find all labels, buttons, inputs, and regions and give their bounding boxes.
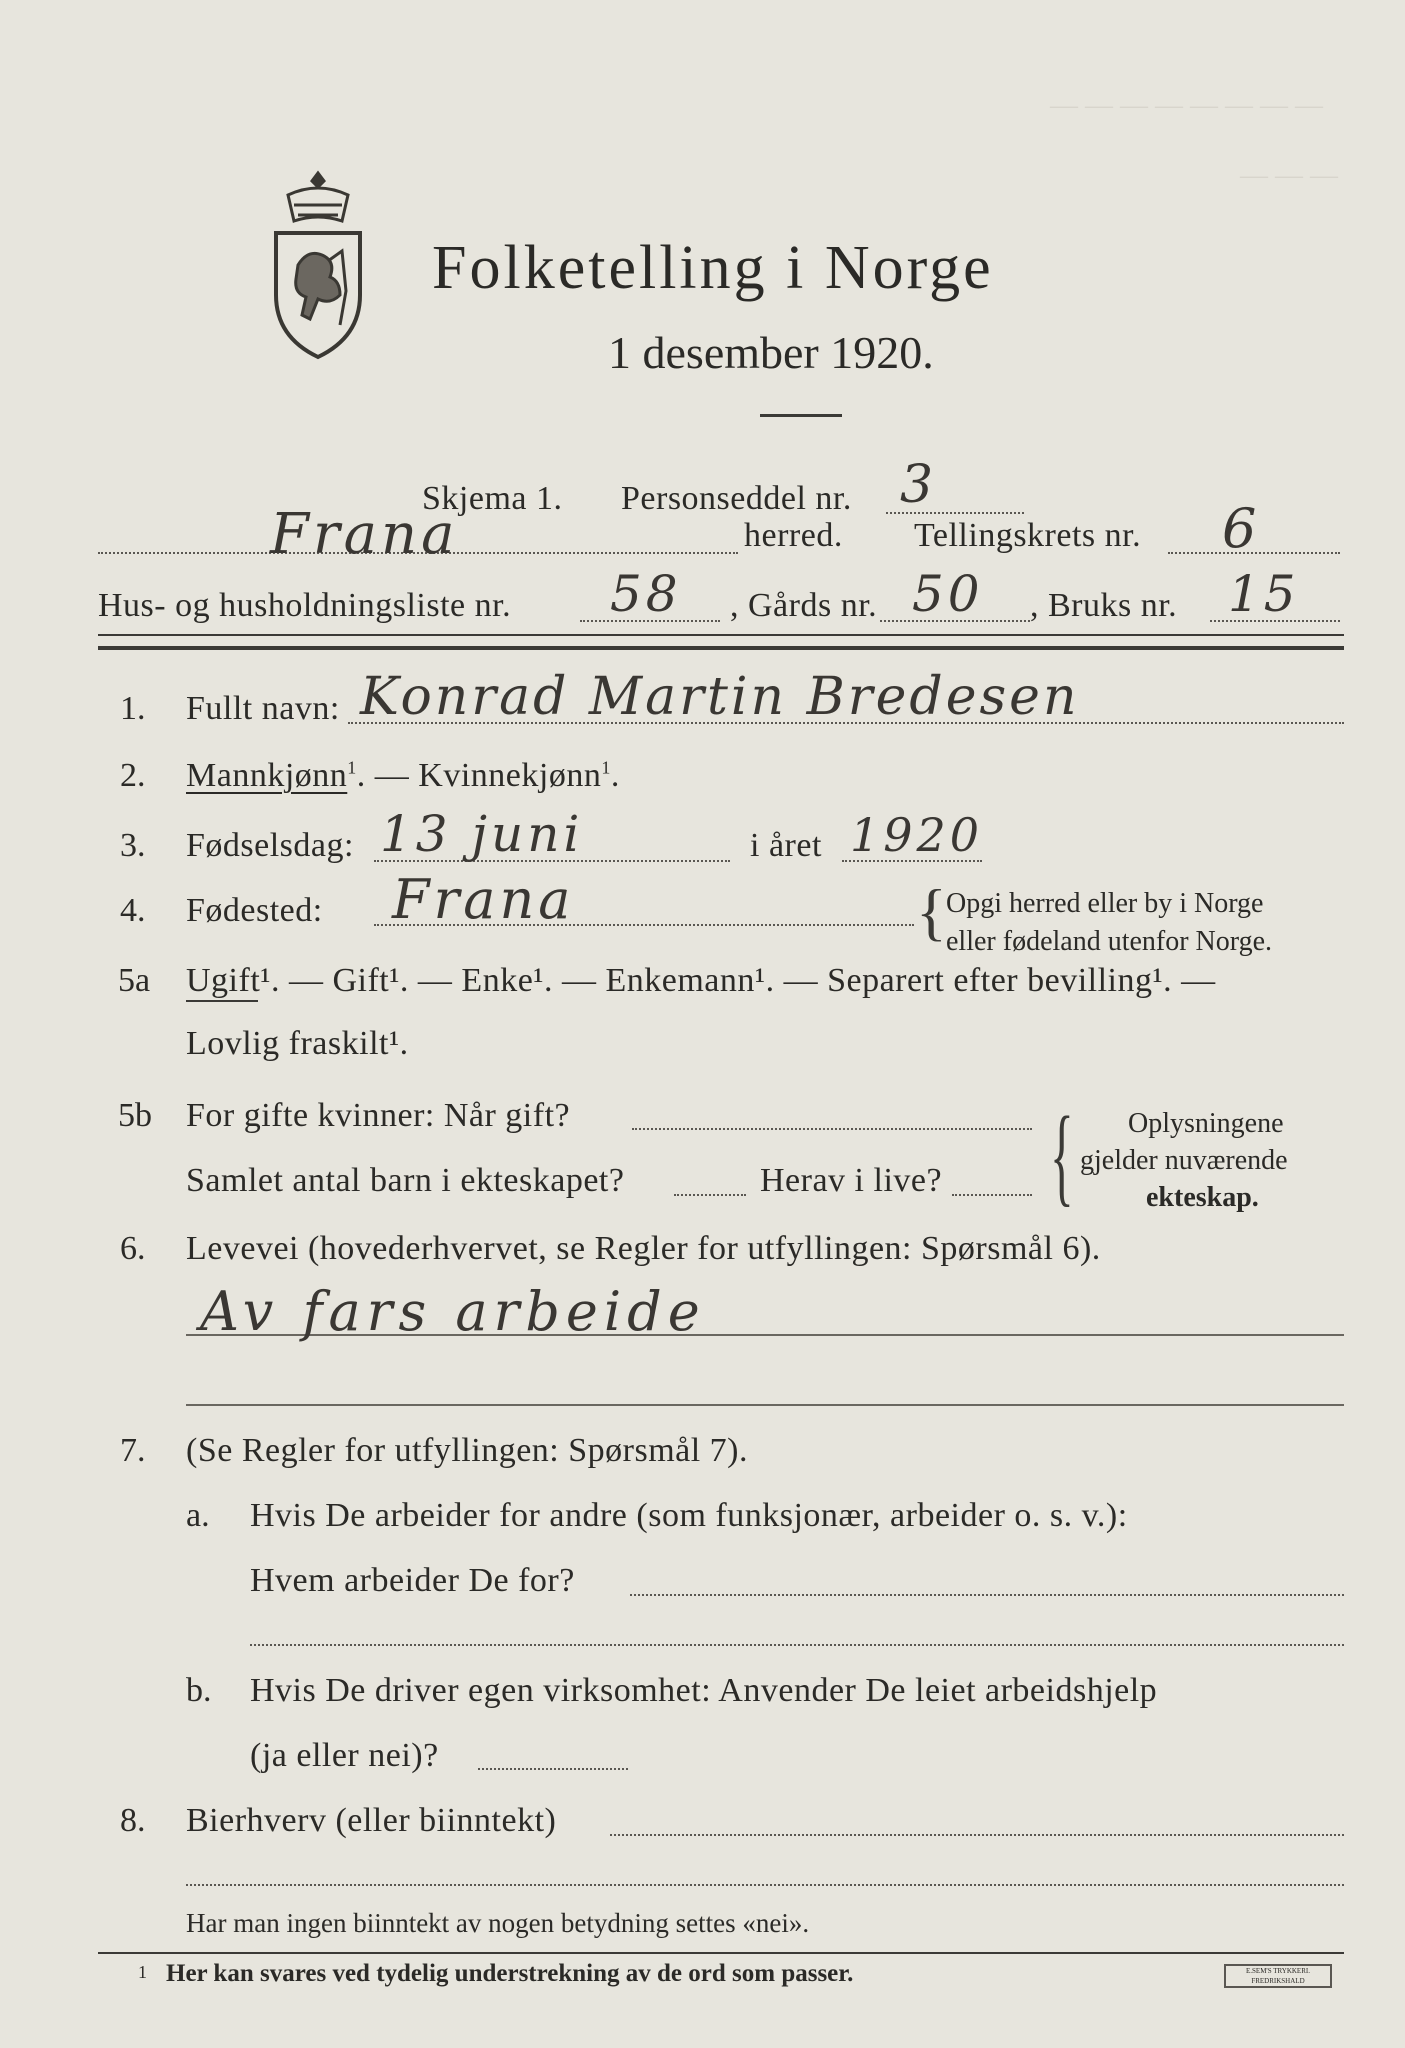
children-total-field[interactable] [674,1194,746,1196]
hired-help-field[interactable] [478,1768,628,1770]
q6-label: Levevei (hovederhvervet, se Regler for utfyllingen: Spørsmål 6). [186,1230,1101,1267]
marriage-note-line-2: gjelder nuværende [1080,1145,1288,1176]
marriage-note-line-3: ekteskap. [1146,1182,1259,1213]
tellingskrets-label: Tellingskrets nr. [914,517,1142,554]
gender-female-option[interactable]: Kvinnekjønn [418,757,602,794]
q5b-number: 5b [118,1097,152,1134]
birth-year-label: i året [750,827,822,864]
q2-number: 2. [120,757,146,794]
header-rule-thin [98,634,1344,636]
q8-label: Bierhverv (eller biinntekt) [186,1802,557,1839]
q4-number: 4. [120,892,146,929]
q7-label: (Se Regler for utfyllingen: Spørsmål 7). [186,1432,749,1469]
bruks-field[interactable]: 15 [1228,565,1300,623]
marriage-note-line-1: Oplysningene [1128,1108,1284,1139]
q7-number: 7. [120,1432,146,1469]
gender-options: Mannkjønn$^1$. — Kvinnekjønn$^1$. [186,757,620,794]
personseddel-label: Personseddel nr. [621,480,852,517]
birthday-field[interactable]: 13 juni [380,805,584,863]
gards-field[interactable]: 50 [912,565,984,623]
gender-male-option[interactable]: Mannkjønn [186,757,348,794]
birthplace-note-brace: { [916,876,947,947]
marital-status-options-cont[interactable]: Lovlig fraskilt¹. [186,1025,409,1062]
q7a-text: Hvis De arbeider for andre (som funksjonær, arbeider o. s. v.): [250,1497,1128,1534]
birthplace-note-line-1: Opgi herred eller by i Norge [946,888,1264,919]
husholdningsliste-field[interactable]: 58 [610,565,682,623]
married-when-field[interactable] [632,1128,1032,1130]
bruks-label: , Bruks nr. [1030,587,1178,624]
children-alive-field[interactable] [952,1194,1032,1196]
full-name-field[interactable]: Konrad Martin Bredesen [360,667,1080,727]
q1-number: 1. [120,690,146,727]
form-date: 1 desember 1920. [608,327,934,378]
birthplace-field[interactable]: Frana [392,868,575,931]
q5a-number: 5a [118,962,151,999]
q3-label: Fødselsdag: [186,827,354,864]
q7b-text: Hvis De driver egen virksomhet: Anvender De leiet arbeidshjelp [250,1672,1158,1709]
bleed-through-text: — — — [1240,160,1338,191]
employer-field-line-2[interactable] [250,1644,1344,1646]
form-title: Folketelling i Norge [432,234,994,302]
gender-separator: . — [356,757,419,794]
children-total-label: Samlet antal barn i ekteskapet? [186,1162,625,1199]
header-rule-thick [98,646,1344,650]
q3-number: 3. [120,827,146,864]
employer-field[interactable] [630,1594,1344,1596]
bleed-through-text: — — — — — — — — [1050,90,1323,121]
q7b-yes-no-label: (ja eller nei)? [250,1737,439,1774]
title-divider [760,414,842,417]
coat-of-arms-icon [258,165,378,365]
q7a-letter: a. [186,1497,210,1534]
marital-status-options[interactable]: Ugift¹. — Gift¹. — Enke¹. — Enkemann¹. — Separert efter bevilling¹. — [186,962,1216,999]
printer-stamp: E.SEM'S TRYKKERI. FREDRIKSHALD [1224,1964,1332,1988]
q7a-employer-label: Hvem arbeider De for? [250,1562,575,1599]
married-when-label: For gifte kvinner: Når gift? [186,1097,571,1134]
gards-label: , Gårds nr. [730,587,878,624]
husholdningsliste-label: Hus- og husholdningsliste nr. [98,587,512,624]
herred-field[interactable]: Frana [270,502,459,567]
q1-label: Fullt navn: [186,690,340,727]
q7b-letter: b. [186,1672,212,1709]
side-income-note: Har man ingen biinntekt av nogen betydning settes «nei». [186,1908,810,1938]
footer-rule [98,1952,1344,1954]
q4-label: Fødested: [186,892,323,929]
occupation-field-line-2 [186,1404,1344,1406]
gender-end: . [610,757,620,794]
side-income-field[interactable] [610,1834,1344,1836]
marriage-note-brace: { [1050,1094,1074,1216]
personseddel-field[interactable]: 3 [900,455,938,515]
skjema-label: Skjema 1. [422,480,563,517]
children-alive-label: Herav i live? [760,1162,943,1199]
herred-label: herred. [744,517,843,554]
footnote-mark: 1 [138,1962,147,1982]
birth-year-field[interactable]: 1920 [850,808,984,862]
q8-number: 8. [120,1802,146,1839]
footnote-text: Her kan svares ved tydelig understrekning av de ord som passer. [166,1960,854,1987]
ugift-underline [186,1000,258,1002]
occupation-field[interactable]: Av fars arbeide [200,1280,706,1343]
birthplace-note-line-2: eller fødeland utenfor Norge. [946,926,1273,957]
tellingskrets-field[interactable]: 6 [1222,497,1261,560]
side-income-field-line-2[interactable] [186,1884,1344,1886]
q6-number: 6. [120,1230,146,1267]
